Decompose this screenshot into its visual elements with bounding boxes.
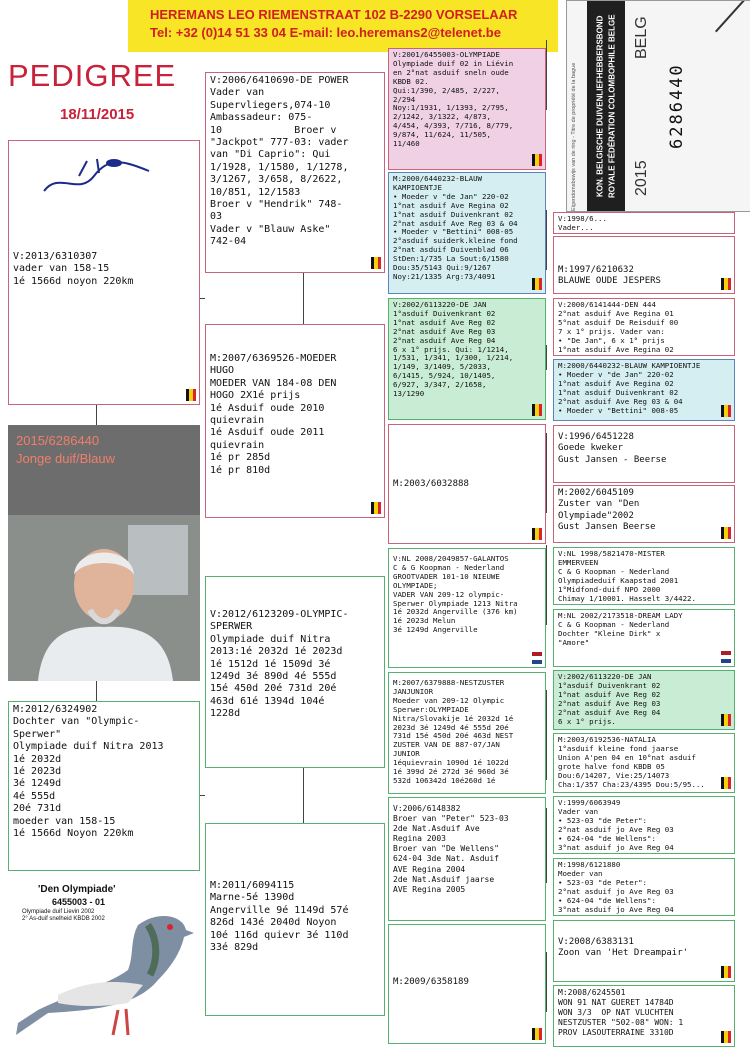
belgian-flag-icon [721, 278, 731, 290]
connector-gen2-sire [303, 273, 304, 324]
pedigree-line: 7 x 1° prijs. Vader van: [558, 326, 665, 336]
dam-line: 1é 1566d Noyon 220km [13, 828, 134, 840]
pedigree-line: Noy:1/1931, 1/1393, 2/795, [393, 103, 509, 113]
pedigree-line: Noy:21/1335 Arg:73/4091 [393, 271, 496, 281]
pedigree-line: 1249d 3é 890d 4é 555d [210, 671, 337, 683]
connector-g4-g [546, 808, 547, 883]
pedigree-line: 10/851, 12/1583 [210, 186, 301, 198]
gen3-dsd-box [388, 672, 546, 794]
gen3-sdd-box [388, 424, 546, 544]
pedigree-line: 532d 106342d 10é260d 1é [393, 775, 496, 785]
connector-g4-b [546, 210, 547, 270]
pedigree-line: JUNIOR [393, 749, 420, 759]
gen2-sire-sire-box [205, 72, 385, 273]
pedigree-line: • 624-04 "de Wellens": [558, 833, 656, 843]
pedigree-line: M:1997/6210632 [558, 265, 634, 275]
gen2-sire-dam-box [205, 324, 385, 518]
pedigree-line: AVE Regina 2004 [393, 864, 466, 874]
pedigree-line: 1°nat asduif Ave Regina 02 [558, 344, 674, 354]
pedigree-line: M:2008/6245501 [558, 988, 626, 997]
header-contact: Tel: +32 (0)14 51 33 04 E-mail: leo.heremans2@telenet.be [150, 25, 501, 40]
page-title: PEDIGREE [8, 58, 177, 93]
federation-name-nl: KON. BELGISCHE DUIVENLIEFHEBBERSBOND [595, 15, 605, 197]
pedigree-line: M:2000/6440232-BLAUW KAMPIOENTJE [558, 361, 701, 370]
pedigree-line: Zoon van 'Het Dreampair' [558, 948, 689, 959]
pedigree-line: M:2009/6358189 [393, 977, 469, 987]
pedigree-line: Nitra/Slovakije 1é 2032d 1é [393, 713, 514, 723]
pedigree-line: Goede kweker [558, 443, 624, 454]
card-signature-note: Eigendomsbewijs van de ring - Titre de propriété de la bague [571, 62, 577, 211]
gen3-dds-box [388, 797, 546, 921]
pedigree-line: Sperwer Olympiade 1213 Nitra [393, 598, 518, 608]
pedigree-line: V:2006/6410690-DE POWER [210, 75, 349, 86]
pedigree-line: 2°nat asduif jo Ave Reg 03 [558, 824, 674, 834]
pedigree-line: M:2003/6192536-NATALIA [558, 735, 656, 744]
pedigree-line: • 523-03 "de Peter": [558, 815, 647, 825]
pedigree-line: 624-04 3de Nat. Asduif [393, 854, 499, 864]
pedigree-line: M:2000/6440232-BLAUW [393, 174, 482, 183]
gen3-ddd-box [388, 924, 546, 1044]
pedigree-line: 11/460 [393, 139, 420, 149]
pedigree-line: Dou:35/5143 Qui:9/1267 [393, 263, 491, 273]
dam-line: 20é 731d [13, 803, 62, 815]
pedigree-line: Moeder van [558, 868, 603, 878]
pedigree-line: Ambassadeur: 075- [210, 112, 313, 124]
pedigree-line: C & G Koopman - Nederland [558, 619, 670, 629]
pedigree-line: V:2006/6148382 [393, 804, 461, 813]
pedigree-line: 1°Midfond-duif NPO 2000 [558, 584, 661, 594]
pedigree-line: M:2003/6032888 [393, 479, 469, 489]
pedigree-line: 1é pr 285d [210, 452, 271, 464]
federation-stripe [587, 1, 625, 211]
pedigree-line: V:2008/6383131 [558, 937, 634, 947]
pedigree-line: VADER VAN 209-12 olympic- [393, 589, 505, 599]
pedigree-line: Vader van [558, 806, 599, 816]
pedigree-line: 1é pr 810d [210, 464, 271, 476]
pedigree-line: PROV LASOUTERRAINE 3310D [558, 1028, 674, 1038]
pedigree-line: • "De Jan", 6 x 1° prijs [558, 335, 665, 345]
pedigree-line: Gust Jansen - Beerse [558, 454, 667, 465]
pedigree-line: M:2011/6094115 [210, 880, 295, 891]
sire-line: vader van 158-15 [13, 263, 110, 275]
pedigree-line: GROOTVADER 101-10 NIEUWE [393, 571, 500, 581]
dam-line: Olympiade duif Nitra 2013 [13, 741, 164, 753]
belgian-flag-icon [532, 528, 542, 540]
pedigree-line: 1é 399d 2é 272d 3é 960d 3é [393, 767, 509, 777]
card-signature-stroke [715, 0, 747, 32]
pedigree-line: 2013:1é 2032d 1é 2023d [210, 646, 343, 658]
gen4-dssd-box [553, 609, 735, 667]
pedigree-line: OLYMPIADE; [393, 580, 438, 590]
pedigree-line: 1228d [210, 708, 241, 720]
pedigree-line: WON 91 NAT GUERET 14784D [558, 998, 674, 1008]
gen4-dsss-box [553, 547, 735, 605]
gen4-ddss-box [553, 796, 735, 854]
pedigree-line: • Moeder v "Bettini" 008-05 [393, 227, 514, 237]
gen3-sds-box [388, 298, 546, 420]
pedigree-line: Union A'pen 04 en 10°nat asduif [558, 752, 696, 762]
pedigree-line: 2de Nat.Asduif jaarse [393, 874, 495, 884]
connector-h1 [200, 298, 205, 299]
pedigree-line: ZUSTER VAN DE 887-07/JAN [393, 740, 500, 750]
pedigree-line: 2°nat asduif Ave Reg 03 & 04 [393, 218, 518, 228]
gen3-dss-box [388, 548, 546, 668]
pedigree-line: C & G Koopman - Nederland [558, 566, 670, 576]
pedigree-line: 1é Asduif oude 2011 [210, 427, 325, 439]
pedigree-line: 2/294 [393, 94, 416, 104]
connector-g4-c [546, 345, 547, 370]
pedigree-line: Vader... [558, 222, 594, 232]
pedigree-line: en 2°nat asduif sneln oude [393, 67, 509, 77]
pedigree-line: 03 [210, 211, 223, 223]
pedigree-line: V:1998/6... [558, 214, 607, 223]
gen4-ssdd-box [553, 359, 735, 421]
pedigree-line: 13/1290 [393, 389, 425, 399]
pedigree-line: SPERWER [210, 621, 253, 633]
federation-name-fr: ROYALE FÉDÉRATION COLOMBOPHILE BELGE [607, 14, 617, 198]
gen3-sss-box [388, 48, 546, 170]
pedigree-line: • 523-03 "de Peter": [558, 877, 647, 887]
pedigree-line: 15é 450d 20é 731d 20é [210, 683, 337, 695]
pedigree-line: 2°asduif suiderk.kleine fond [393, 236, 518, 246]
pedigree-line: 1°nat asduif Ave Regina 02 [558, 378, 674, 388]
pedigree-line: 1é 2023d Melun [393, 616, 456, 626]
pedigree-line: Marne-5é 1390d [210, 892, 295, 904]
pedigree-line: M:2002/6045109 [558, 488, 634, 498]
connector-photo-dam [96, 681, 97, 701]
pedigree-line: M:NL 2002/2173518-DREAM LADY [558, 611, 683, 620]
olympiade-line2: 2° As-duif snelheid KBDB 2002 [22, 916, 105, 922]
pedigree-line: Broer van "Peter" 523-03 [393, 814, 509, 824]
gen4-ddds-box [553, 920, 735, 982]
pedigree-line: quievrain [210, 415, 265, 427]
olympiade-line1: Olympiade duif Lievin 2002 [22, 909, 95, 915]
connector-g4-a [546, 40, 547, 110]
pedigree-line: M:2007/6379888-NESTZUSTER [393, 678, 505, 687]
sire-line: 1é 1566d noyon 220km [13, 275, 134, 287]
pedigree-line: V:1999/6063949 [558, 798, 621, 807]
pedigree-line: V:NL 1998/5821470-MISTER [558, 549, 665, 558]
pedigree-line: • 624-04 "de Wellens": [558, 895, 656, 905]
pedigree-line: 731d 15é 450d 20é 463d NEST [393, 731, 514, 741]
gen4-ssds-box [553, 298, 735, 356]
pedigree-line: Qui:1/390, 2/485, 2/227, [393, 85, 500, 95]
pedigree-line: V:2002/6113220-DE JAN [558, 672, 652, 681]
pedigree-line: 6 x 1° prijs. Qui: 1/1214, [393, 344, 509, 354]
pedigree-line: Supervliegers,074-10 [210, 99, 331, 111]
card-year: 2015 [633, 160, 650, 196]
pedigree-line: V:2002/6113220-DE JAN [393, 300, 487, 309]
gen4-sdss-box [553, 425, 735, 483]
pedigree-line: 1/531, 1/341, 1/300, 1/214, [393, 353, 514, 363]
pedigree-line: Regina 2003 [393, 834, 446, 844]
pedigree-line: 826d 143é 2040d Noyon [210, 917, 337, 929]
photo-description: Jonge duif/Blauw [16, 451, 116, 466]
pedigree-line: "Amore" [558, 637, 590, 647]
gen4-dddd-box [553, 985, 735, 1047]
pedigree-line: JANJUNIOR [393, 686, 434, 696]
photo-ring-number: 2015/6286440 [16, 433, 100, 448]
pedigree-line: Angerville 9é 1149d 57é [210, 904, 349, 916]
pedigree-line: StDen:1/735 La Sout:6/1580 [393, 254, 509, 264]
belgian-flag-icon [532, 404, 542, 416]
pedigree-line: Broer van "De Wellens" [393, 844, 499, 854]
connector-g4-e [546, 545, 547, 625]
pedigree-line: 1/149, 3/1409, 5/2033, [393, 362, 491, 372]
pedigree-line: 1/1928, 1/1580, 1/1278, [210, 161, 349, 173]
pedigree-line: 2°nat asduif Ave Reg 04 [393, 335, 496, 345]
card-year-country [629, 16, 655, 196]
pedigree-line: 6/927, 3/347, 2/1658, [393, 380, 487, 390]
pedigree-line: 1°asduif Duivenkrant 02 [558, 680, 661, 690]
pedigree-line: 10 Broer v [210, 124, 337, 136]
pedigree-line: quievrain [210, 439, 265, 451]
pedigree-line: 6/1415, 5/924, 10/1405, [393, 371, 496, 381]
pedigree-line: 5°nat asduif De Reisduif 00 [558, 317, 679, 327]
pedigree-line: KAMPIOENTJE [393, 182, 442, 192]
pedigree-line: Olympiade duif 02 in Liévin [393, 58, 514, 68]
header-address: HEREMANS LEO RIEMENSTRAAT 102 B-2290 VORSELAAR [150, 7, 518, 22]
pedigree-line: 1é 2032d Angerville (376 km) [393, 607, 518, 617]
owner-portrait-icon [8, 515, 200, 681]
pedigree-line: 1é 1512d 1é 1509d 3é [210, 658, 331, 670]
pedigree-line: 2023d 3é 1249d 4é 555d 20é [393, 722, 509, 732]
belgian-flag-icon [532, 1028, 542, 1040]
gen3-ssd-box [388, 172, 546, 294]
pedigree-line: "Jackpot" 777-03: vader [210, 137, 349, 149]
belgian-flag-icon [532, 278, 542, 290]
card-ring-number: 6286440 [667, 63, 687, 149]
dam-line: moeder van 158-15 [13, 815, 116, 827]
pedigree-line: 2°nat asduif Ave Reg 03 & 04 [558, 396, 683, 406]
pedigree-line: BLAUWE OUDE JESPERS [558, 276, 661, 287]
signature-sketch-icon [39, 151, 159, 201]
pedigree-line: grote halve fond KBDB 05 [558, 761, 665, 771]
pedigree-line: 3°nat asduif jo Ave Reg 04 [558, 904, 674, 914]
pedigree-line: 1°nat asduif Ave Reg 02 [393, 317, 496, 327]
pedigree-line: Dochter "Kleine Dirk" x [558, 628, 661, 638]
pedigree-line: NESTZUSTER "502-08" WON: 1 [558, 1018, 684, 1028]
dam-line: 3é 1249d [13, 778, 62, 790]
pedigree-line: 2°nat asduif jo Ave Reg 03 [558, 886, 674, 896]
pedigree-line: 1°nat asduif Ave Reg 02 [558, 689, 661, 699]
pedigree-line: V:NL 2008/2049857-GALANTOS [393, 554, 509, 563]
dam-line: Dochter van "Olympic- [13, 716, 140, 728]
pigeon-icon [8, 885, 200, 1055]
pedigree-line: Dou:6/14207, Vie:25/14073 [558, 770, 670, 780]
pedigree-line: KBDB 02. [393, 76, 429, 86]
pedigree-line: 463d 61é 1394d 104é [210, 695, 325, 707]
dam-line: 1é 2032d [13, 753, 62, 765]
olympiade-ring: 6455003 - 01 [52, 897, 106, 907]
pedigree-line: Olympiadeduif Kaapstad 2001 [558, 575, 679, 585]
pedigree-line: 1é Asduif oude 2010 [210, 402, 325, 414]
gen2-dam-sire-box [205, 576, 385, 768]
pedigree-line: Vader van [210, 87, 265, 99]
pedigree-line: 6 x 1° prijs. [558, 716, 616, 726]
pedigree-line: Vader v "Blauw Aske" [210, 223, 331, 235]
pedigree-line: 3/1267, 3/658, 8/2622, [210, 174, 343, 186]
pedigree-line: 1°nat asduif Ave Regina 02 [393, 200, 509, 210]
dam-line: 1é 2023d [13, 766, 62, 778]
pedigree-line: AVE Regina 2005 [393, 884, 466, 894]
pedigree-line: • Moeder v "de Jan" 220-02 [558, 369, 674, 379]
gen4-sdsd-box [553, 485, 735, 543]
pedigree-line: 10é 116d quievr 3é 110d [210, 929, 349, 941]
pedigree-line: 33é 829d [210, 942, 259, 954]
connector-g4-h [546, 952, 547, 1012]
pedigree-line: V:1996/6451228 [558, 432, 634, 442]
pedigree-line: 1°asduif kleine fond jaarse [558, 743, 679, 753]
ring-ownership-card [566, 0, 750, 212]
pedigree-line: V:2012/6123209-OLYMPIC- [210, 609, 349, 620]
pedigree-line: HOGO 2X1é prijs [210, 390, 301, 402]
gen4-ssss-box [553, 212, 735, 234]
pedigree-line: 2°nat asduif Ave Regina 01 [558, 308, 674, 318]
pedigree-line: 2/1242, 3/1322, 4/873, [393, 112, 491, 122]
gen4-dsdd-box [553, 733, 735, 793]
card-country: BELG [633, 16, 650, 59]
olympiade-name: 'Den Olympiade' [38, 884, 116, 895]
pedigree-line: MOEDER VAN 184-08 DEN [210, 377, 337, 389]
belgian-flag-icon [186, 389, 196, 401]
belgian-flag-icon [721, 1031, 731, 1043]
gen4-ddsd-box [553, 858, 735, 916]
belgian-flag-icon [721, 777, 731, 789]
belgian-flag-icon [721, 405, 731, 417]
belgian-flag-icon [721, 714, 731, 726]
pedigree-line: Olympiade"2002 [558, 510, 634, 521]
pedigree-line: • Moeder v "Bettini" 008-05 [558, 405, 679, 415]
pedigree-date: 18/11/2015 [60, 106, 135, 123]
pedigree-line: 9/874, 11/624, 11/505, [393, 130, 491, 140]
connector-h2 [200, 795, 205, 796]
pedigree-line: Moeder van 209-12 Olympic [393, 695, 505, 705]
pedigree-line: M:2007/6369526-MOEDER [210, 353, 337, 364]
pedigree-line: Zuster van "Den [558, 499, 640, 510]
pedigree-line: Broer v "Hendrik" 748- [210, 199, 343, 211]
gen4-dsds-box [553, 670, 735, 730]
pedigree-line: Cha:1/357 Cha:23/4395 Dou:5/95... [558, 779, 705, 789]
belgian-flag-icon [371, 257, 381, 269]
pedigree-line: 742-04 [210, 236, 247, 248]
dam-line: M:2012/6324902 [13, 704, 98, 715]
netherlands-flag-icon [721, 651, 731, 663]
pedigree-line: WON 3/3 OP NAT VLUCHTEN [558, 1008, 674, 1018]
pedigree-line: Olympiade duif Nitra [210, 633, 331, 645]
netherlands-flag-icon [532, 652, 542, 664]
pedigree-line: 2°nat asduif Ave Reg 03 [558, 698, 661, 708]
owner-photo [8, 425, 200, 681]
pedigree-line: Chimay 1/10001. Hasselt 3/4422. [558, 593, 696, 603]
dam-box [8, 701, 200, 871]
pedigree-line: V:2001/6455003-OLYMPIADE [393, 50, 500, 59]
gen2-dam-dam-box [205, 823, 385, 1016]
pedigree-line: 1équievrain 1090d 1é 1022d [393, 758, 509, 768]
belgian-flag-icon [371, 502, 381, 514]
pedigree-line: EMMERVEEN [558, 557, 599, 567]
pedigree-line: van "Di Caprio": Qui [210, 149, 331, 161]
connector-g4-f [546, 690, 547, 780]
pedigree-line: Sperwer:OLYMPIADE [393, 704, 469, 714]
olympiade-card [8, 870, 200, 1055]
pedigree-line: 1°asduif Duivenkrant 02 [393, 308, 496, 318]
pedigree-line: 1°nat asduif Duivenkrant 02 [558, 387, 679, 397]
dam-line: Sperwer" [13, 728, 62, 740]
pedigree-line: Gust Jansen Beerse [558, 522, 656, 533]
pedigree-line: HUGO [210, 365, 235, 377]
pedigree-line: M:1998/6121880 [558, 860, 621, 869]
belgian-flag-icon [532, 154, 542, 166]
pedigree-line: V:2000/6141444-DEN 444 [558, 300, 656, 309]
pedigree-line: • Moeder v "de Jan" 220-02 [393, 191, 509, 201]
pedigree-line: C & G Koopman - Nederland [393, 562, 505, 572]
pedigree-line: 4/454, 4/393, 7/716, 8/779, [393, 121, 514, 131]
gen4-sssd-box [553, 236, 735, 294]
header-banner [128, 0, 558, 52]
pedigree-line: 3°nat asduif jo Ave Reg 04 [558, 842, 674, 852]
pedigree-line: 1°nat asduif Duivenkrant 02 [393, 209, 514, 219]
pedigree-line: 2°nat asduif Ave Reg 04 [558, 707, 661, 717]
belgian-flag-icon [721, 966, 731, 978]
pedigree-line: 2de Nat.Asduif Ave [393, 824, 480, 834]
belgian-flag-icon [721, 527, 731, 539]
connector-sire-photo [96, 405, 97, 425]
pedigree-line: 3é 1249d Angerville [393, 625, 478, 635]
connector-gen2-dam [303, 768, 304, 823]
dam-line: 4é 555d [13, 790, 56, 802]
pedigree-line: 2°nat asduif Duivenblad 06 [393, 245, 509, 255]
sire-line: V:2013/6310307 [13, 251, 98, 262]
connector-g4-d [546, 433, 547, 513]
sire-box [8, 140, 200, 405]
pedigree-line: 2°nat asduif Ave Reg 03 [393, 326, 496, 336]
